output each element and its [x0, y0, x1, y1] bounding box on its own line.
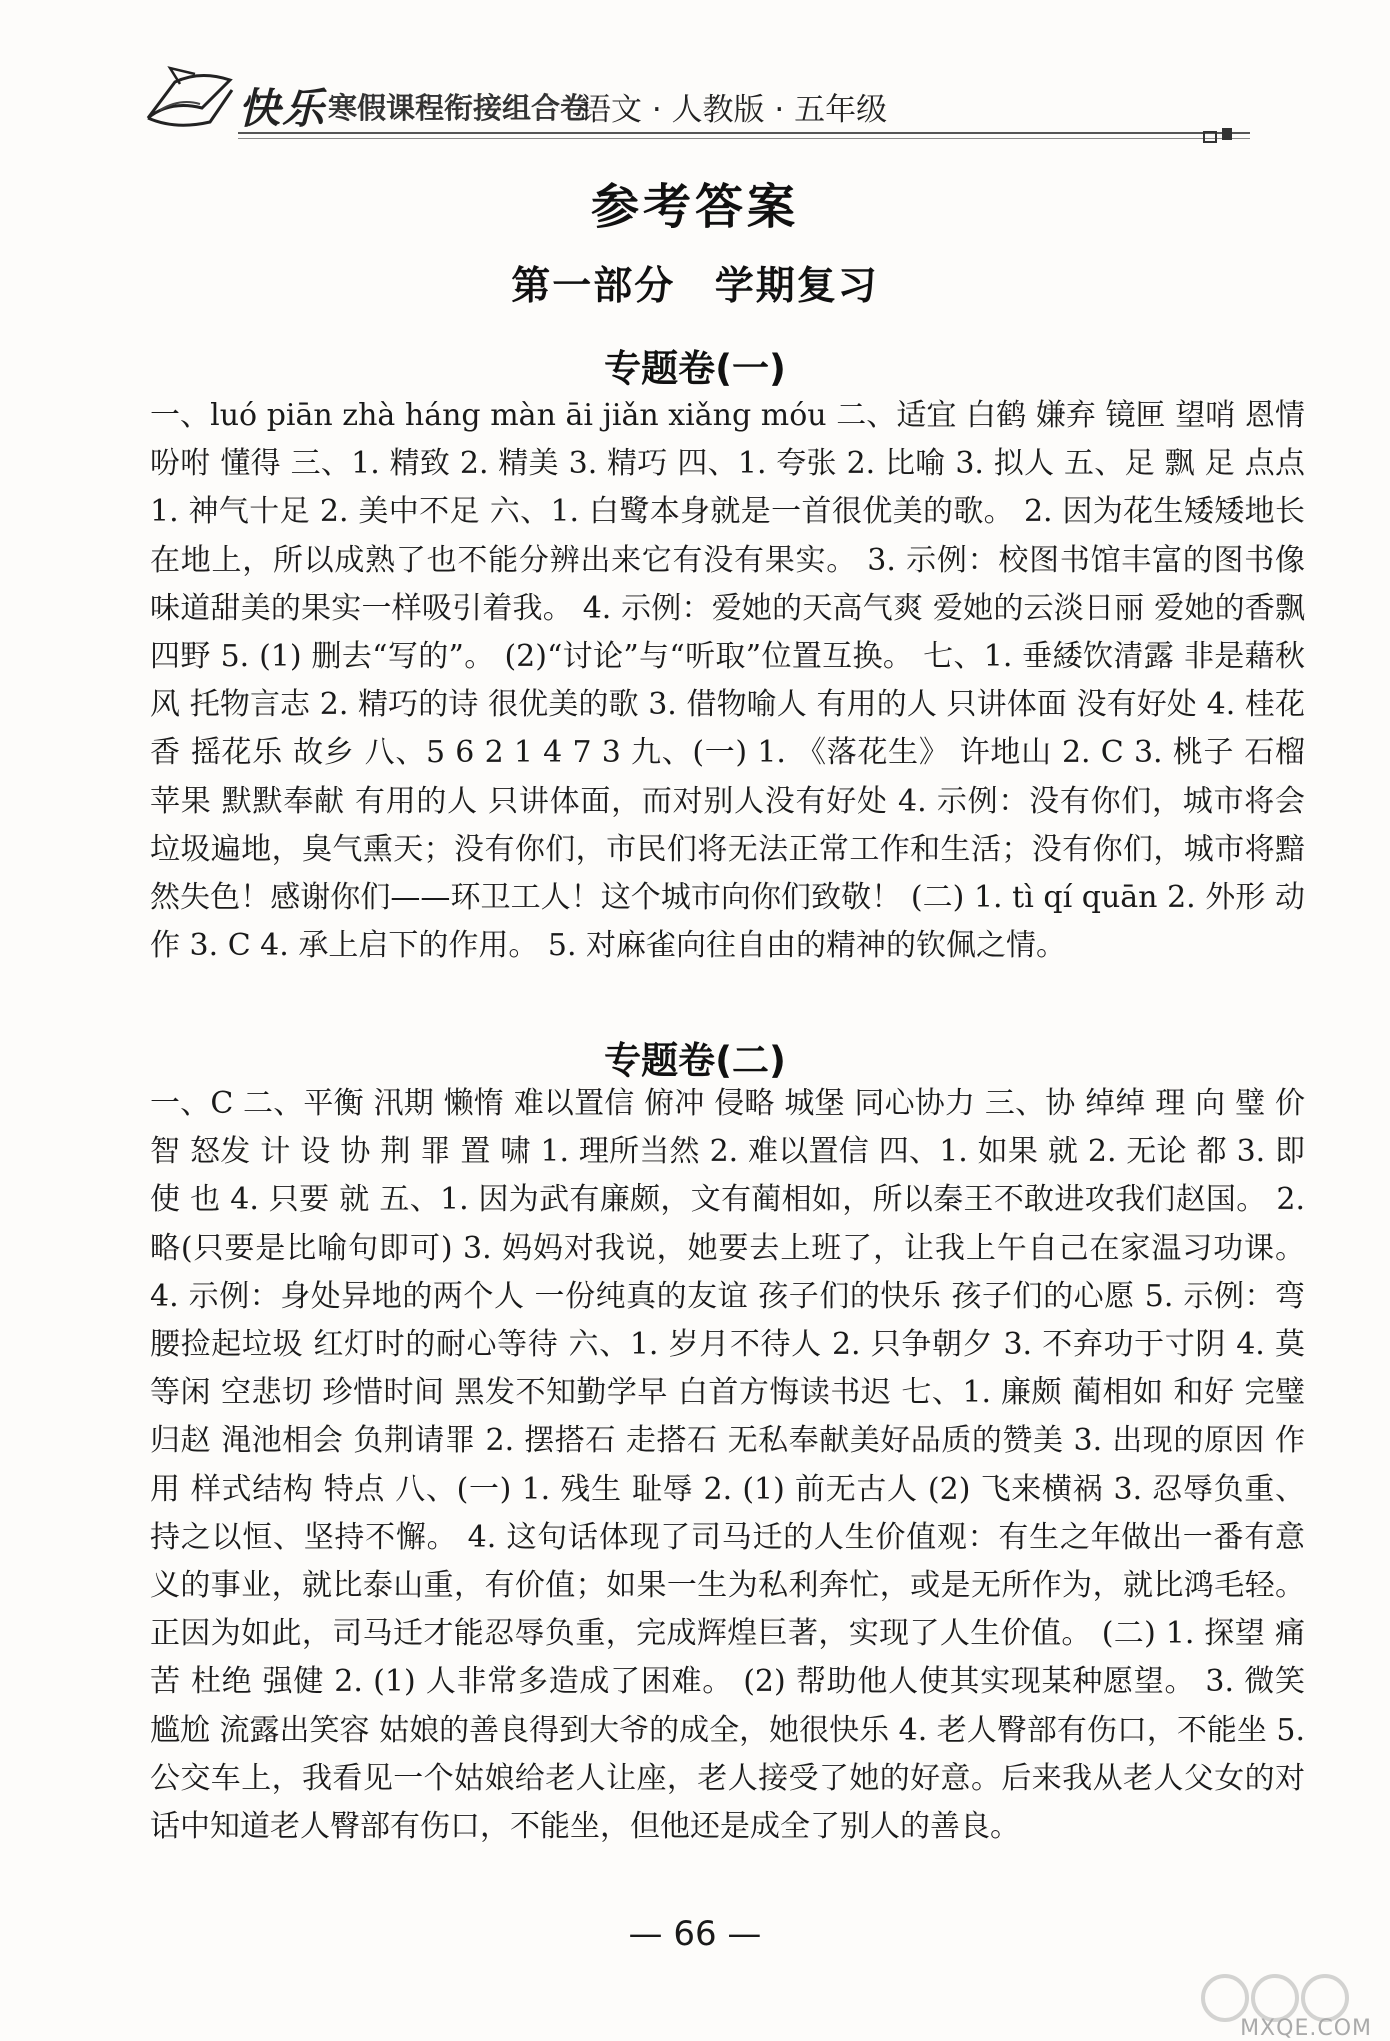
answers-title: 参考答案 [590, 179, 799, 235]
series-title: 寒假课程衔接组合卷 [328, 91, 590, 125]
header-rule [238, 132, 1250, 134]
page-number: — 66 — [628, 1914, 762, 1954]
quiz1-title: 专题卷(一) [604, 347, 786, 390]
watermark-text: MXQE.COM [1240, 2016, 1372, 2041]
brand-name: 快乐 [238, 84, 327, 133]
page-header [140, 48, 1250, 148]
book-logo-icon [140, 60, 240, 140]
part-title: 第一部分 学期复习 [511, 264, 879, 309]
subject-label: 语文 · 人教版 · 五年级 [580, 92, 888, 128]
header-rule-thin [238, 138, 1250, 139]
ornament-icon [1198, 126, 1238, 148]
quiz2-title: 专题卷(二) [604, 1039, 786, 1082]
quiz2-answers: 一、C 二、平衡 汛期 懒惰 难以置信 俯冲 侵略 城堡 同心协力 三、协 绰绰 理 向 璧 价 智 怒发 计 设 协 荆 罪 置 啸 1. 理所当然 2. 难以置信 四、1. 如果 就 2. 无论 都 3. 即使 也 4. 只要 就 五、1. 因为武有廉颇，文有蔺相如，所以秦王不敢进攻我们赵国。 2. 略(只要是比喻句即可) 3. 妈妈对我说，她要去上班了，让我上午自己在家温习功课。 4. 示例：身处异地的两个人 一份纯真的友谊 孩子们的快乐 孩子们的心愿 5. 示例：弯腰捡起垃圾 红灯时的耐心等待 六、1. 岁月不待人 2. 只争朝夕 3. 不弃功于寸阴 4. 莫等闲 空悲切 珍惜时间 黑发不知勤学早 白首方悔读书迟 七、1. 廉颇 蔺相如 和好 完璧归赵 渑池相会 负荆请罪 2. 摆搭石 走搭石 无私奉献美好品质的赞美 3. 出现的原因 作用 样式结构 特点 八、(一) 1. 残生 耻辱 2. (1) 前无古人 (2) 飞来横祸 3. 忍辱负重、持之以恒、坚持不懈。 4. 这句话体现了司马迁的人生价值观：有生之年做出一番有意义的事业，就比泰山重，有价值；如果一生为私利奔忙，或是无所作为，就比鸿毛轻。正因为如此，司马迁才能忍辱负重，完成辉煌巨著，实现了人生价值。 (二) 1. 探望 痛苦 杜绝 强健 2. (1) 人非常多造成了困难。 (2) 帮助他人使其实现某种愿望。 3. 微笑 尴尬 流露出笑容 姑娘的善良得到大爷的成全，她很快乐 4. 老人臀部有伤口，不能坐 5. 公交车上，我看见一个姑娘给老人让座，老人接受了她的好意。后来我从老人父女的对话中知道老人臀部有伤口，不能坐，但他还是成全了别人的善良。 [150, 1086, 1315, 1845]
quiz1-answers: 一、luó piān zhà háng màn āi jiǎn xiǎng móu 二、适宜 白鹤 嫌弃 镜匣 望哨 恩情 吩咐 懂得 三、1. 精致 2. 精美 3. 精巧 四、1. 夸张 2. 比喻 3. 拟人 五、足 飘 足 点点 1. 神气十足 2. 美中不足 六、1. 白鹭本身就是一首很优美的歌。 2. 因为花生矮矮地长在地上，所以成熟了也不能分辨出来它有没有果实。 3. 示例：校图书馆丰富的图书像味道甜美的果实一样吸引着我。 4. 示例：爱她的天高气爽 爱她的云淡日丽 爱她的香飘四野 5. (1) 删去“写的”。 (2)“讨论”与“听取”位置互换。 七、1. 垂緌饮清露 非是藉秋风 托物言志 2. 精巧的诗 很优美的歌 3. 借物喻人 有用的人 只讲体面 没有好处 4. 桂花香 摇花乐 故乡 八、5 6 2 1 4 7 3 九、(一) 1. 《落花生》 许地山 2. C 3. 桃子 石榴 苹果 默默奉献 有用的人 只讲体面，而对别人没有好处 4. 示例：没有你们，城市将会垃圾遍地，臭气熏天；没有你们，市民们将无法正常工作和生活；没有你们，城市将黯然失色！感谢你们——环卫工人！这个城市向你们致敬！ (二) 1. tì qí quān 2. 外形 动作 3. C 4. 承上启下的作用。 5. 对麻雀向往自由的精神的钦佩之情。 [150, 398, 1315, 964]
